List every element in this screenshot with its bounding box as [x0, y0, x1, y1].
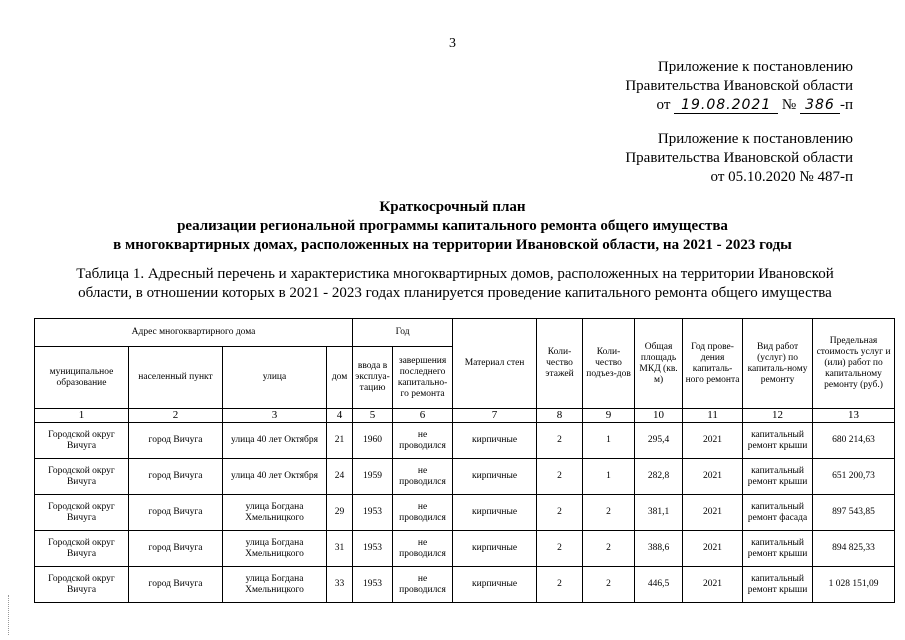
table-caption — [30, 265, 880, 303]
cell-year-commissioned: 1953 — [353, 567, 393, 603]
cell-year-last-repair: не проводился — [393, 495, 453, 531]
cell-repair-year: 2021 — [683, 567, 743, 603]
cell-settlement: город Вичуга — [129, 531, 223, 567]
appendix-from-prefix: от — [656, 97, 671, 113]
handwritten-number: 386 — [800, 98, 840, 114]
page-number: 3 — [449, 36, 456, 51]
cell-year-last-repair: не проводился — [393, 567, 453, 603]
cell-street: улица Богдана Хмельницкого — [223, 495, 327, 531]
table-body — [35, 423, 895, 603]
header-house: дом — [327, 347, 353, 409]
title-line3: в многоквартирных домах, расположенных на территории Ивановской области, на 2021 - 2023 годы — [113, 237, 792, 253]
cell-municipality: Городской округ Вичуга — [35, 495, 129, 531]
appendix-number-prefix: № — [781, 97, 797, 113]
column-number-row — [35, 409, 895, 423]
cell-work-type: капитальный ремонт крыши — [743, 531, 813, 567]
cell-wall-material: кирпичные — [453, 459, 537, 495]
cell-repair-year: 2021 — [683, 459, 743, 495]
cell-work-type: капитальный ремонт крыши — [743, 423, 813, 459]
cell-max-cost: 680 214,63 — [813, 423, 895, 459]
cell-municipality: Городской округ Вичуга — [35, 423, 129, 459]
cell-municipality: Городской округ Вичуга — [35, 567, 129, 603]
appendix-amendment-line1: Приложение к постановлению — [657, 59, 853, 75]
cell-year-commissioned: 1953 — [353, 531, 393, 567]
header-year-group: Год — [353, 319, 453, 347]
cell-floors: 2 — [537, 495, 583, 531]
column-number-cell: 5 — [353, 409, 393, 423]
cell-repair-year: 2021 — [683, 531, 743, 567]
cell-street: улица Богдана Хмельницкого — [223, 531, 327, 567]
handwritten-date: 19.08.2021 — [674, 98, 778, 114]
title-line2: реализации региональной программы капитального ремонта общего имущества — [177, 218, 728, 234]
cell-area: 295,4 — [635, 423, 683, 459]
column-number-cell: 10 — [635, 409, 683, 423]
cell-year-commissioned: 1953 — [353, 495, 393, 531]
document-title — [0, 198, 905, 255]
cell-entrances: 1 — [583, 459, 635, 495]
cell-house: 29 — [327, 495, 353, 531]
cell-entrances: 2 — [583, 531, 635, 567]
cell-work-type: капитальный ремонт фасада — [743, 495, 813, 531]
cell-wall-material: кирпичные — [453, 495, 537, 531]
header-street: улица — [223, 347, 327, 409]
header-area: Общая площадь МКД (кв. м) — [635, 319, 683, 409]
caption-line2: области, в отношении которых в 2021 - 2023 годах планируется проведение капитального ремонта общего имущества — [78, 285, 832, 301]
header-municipality: муниципальное образование — [35, 347, 129, 409]
appendix-suffix: -п — [839, 97, 853, 113]
header-address-group: Адрес многоквартирного дома — [35, 319, 353, 347]
header-max-cost: Предельная стоимость услуг и (или) работ по капитальному ремонту (руб.) — [813, 319, 895, 409]
column-number-cell: 3 — [223, 409, 327, 423]
cell-work-type: капитальный ремонт крыши — [743, 567, 813, 603]
column-number-cell: 6 — [393, 409, 453, 423]
cell-entrances: 2 — [583, 495, 635, 531]
cell-area: 282,8 — [635, 459, 683, 495]
cell-work-type: капитальный ремонт крыши — [743, 459, 813, 495]
cell-municipality: Городской округ Вичуга — [35, 531, 129, 567]
cell-year-last-repair: не проводился — [393, 423, 453, 459]
buildings-table — [34, 318, 895, 603]
cell-year-commissioned: 1959 — [353, 459, 393, 495]
cell-year-commissioned: 1960 — [353, 423, 393, 459]
column-number-cell: 13 — [813, 409, 895, 423]
cell-wall-material: кирпичные — [453, 567, 537, 603]
cell-street: улица 40 лет Октября — [223, 459, 327, 495]
appendix-original-line2: Правительства Ивановской области — [625, 150, 853, 166]
header-entrances: Коли-чество подъез-дов — [583, 319, 635, 409]
column-number-cell: 12 — [743, 409, 813, 423]
appendix-amendment-line3 — [625, 96, 853, 115]
cell-house: 31 — [327, 531, 353, 567]
title-line1: Краткосрочный план — [379, 199, 526, 215]
cell-entrances: 1 — [583, 423, 635, 459]
table-header-row-1 — [35, 319, 895, 347]
scan-margin-mark — [8, 595, 11, 635]
table-row — [35, 423, 895, 459]
cell-entrances: 2 — [583, 567, 635, 603]
cell-repair-year: 2021 — [683, 495, 743, 531]
cell-settlement: город Вичуга — [129, 459, 223, 495]
column-number-cell: 8 — [537, 409, 583, 423]
header-floors: Коли-чество этажей — [537, 319, 583, 409]
column-number-cell: 1 — [35, 409, 129, 423]
appendix-original — [625, 130, 853, 187]
column-number-cell: 7 — [453, 409, 537, 423]
cell-year-last-repair: не проводился — [393, 531, 453, 567]
caption-line1: Таблица 1. Адресный перечень и характеристика многоквартирных домов, расположенных на территории Ивановской — [76, 266, 834, 282]
cell-floors: 2 — [537, 567, 583, 603]
cell-municipality: Городской округ Вичуга — [35, 459, 129, 495]
cell-max-cost: 894 825,33 — [813, 531, 895, 567]
table-row — [35, 531, 895, 567]
cell-year-last-repair: не проводился — [393, 459, 453, 495]
header-work-type: Вид работ (услуг) по капиталь-ному ремонту — [743, 319, 813, 409]
appendix-amendment-line2: Правительства Ивановской области — [625, 78, 853, 94]
table-row — [35, 567, 895, 603]
cell-house: 21 — [327, 423, 353, 459]
cell-wall-material: кирпичные — [453, 423, 537, 459]
header-settlement: населенный пункт — [129, 347, 223, 409]
cell-floors: 2 — [537, 531, 583, 567]
cell-max-cost: 1 028 151,09 — [813, 567, 895, 603]
column-number-cell: 11 — [683, 409, 743, 423]
header-repair-year: Год прове-дения капиталь-ного ремонта — [683, 319, 743, 409]
cell-street: улица Богдана Хмельницкого — [223, 567, 327, 603]
appendix-amendment — [625, 58, 853, 115]
cell-area: 381,1 — [635, 495, 683, 531]
appendix-original-line3: от 05.10.2020 № 487-п — [710, 169, 853, 185]
column-number-cell: 4 — [327, 409, 353, 423]
cell-repair-year: 2021 — [683, 423, 743, 459]
cell-floors: 2 — [537, 423, 583, 459]
cell-max-cost: 651 200,73 — [813, 459, 895, 495]
cell-house: 24 — [327, 459, 353, 495]
cell-area: 388,6 — [635, 531, 683, 567]
header-year-commissioned: ввода в эксплуа-тацию — [353, 347, 393, 409]
cell-settlement: город Вичуга — [129, 495, 223, 531]
header-wall-material: Материал стен — [453, 319, 537, 409]
cell-house: 33 — [327, 567, 353, 603]
column-number-cell: 2 — [129, 409, 223, 423]
column-number-cell: 9 — [583, 409, 635, 423]
table-row — [35, 495, 895, 531]
cell-settlement: город Вичуга — [129, 423, 223, 459]
header-year-last-repair: завершения последнего капитально-го ремонта — [393, 347, 453, 409]
cell-max-cost: 897 543,85 — [813, 495, 895, 531]
appendix-original-line1: Приложение к постановлению — [657, 131, 853, 147]
cell-settlement: город Вичуга — [129, 567, 223, 603]
cell-street: улица 40 лет Октября — [223, 423, 327, 459]
cell-wall-material: кирпичные — [453, 531, 537, 567]
cell-floors: 2 — [537, 459, 583, 495]
table-row — [35, 459, 895, 495]
cell-area: 446,5 — [635, 567, 683, 603]
